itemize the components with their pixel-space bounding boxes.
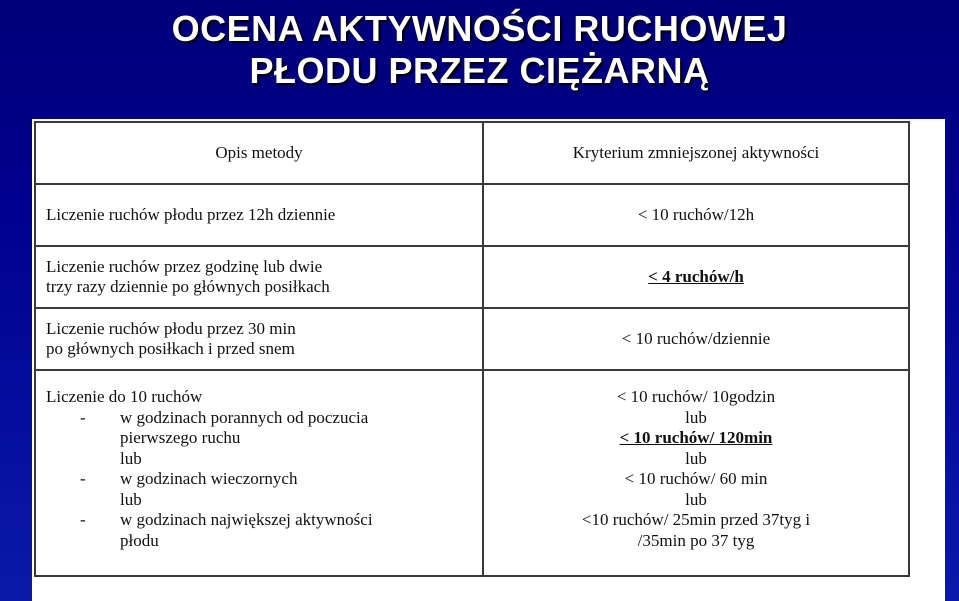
methods-table [34, 121, 910, 577]
slide-title-line1: OCENA AKTYWNOŚCI RUCHOWEJ [171, 8, 788, 49]
criterion-cell: < 10 ruchów/12h [483, 184, 909, 246]
header-criterion: Kryterium zmniejszonej aktywności [483, 122, 909, 184]
method-line: trzy razy dziennie po głównych posiłkach [46, 277, 330, 296]
method-list-continuation: płodu [120, 530, 159, 550]
bullet-dash: - [80, 510, 86, 529]
table-header-row [35, 122, 909, 184]
method-list-item [46, 510, 482, 531]
slide-title [0, 8, 959, 92]
method-line: Liczenie ruchów przez godzinę lub dwie [46, 256, 323, 276]
criterion-line: < 10 ruchów/ 10godzin [616, 387, 776, 406]
method-list-text: w godzinach wieczornych [120, 469, 298, 488]
criterion-or: lub [685, 489, 707, 509]
method-cell [35, 308, 483, 370]
method-line: Liczenie do 10 ruchów [46, 387, 203, 406]
bullet-dash: - [80, 407, 86, 427]
method-list-continuation: pierwszego ruchu [120, 428, 241, 447]
method-list-text: w godzinach porannych od poczucia [120, 407, 369, 427]
table-row [35, 246, 909, 308]
bullet-dash: - [80, 469, 86, 488]
header-method: Opis metody [35, 122, 483, 184]
criterion-cell [483, 246, 909, 308]
method-list-item [46, 408, 482, 429]
criterion-line: < 10 ruchów/ 60 min [624, 469, 768, 488]
criterion-cell [483, 370, 909, 576]
method-or: lub [120, 448, 142, 468]
slide-title-line2: PŁODU PRZEZ CIĘŻARNĄ [249, 50, 710, 91]
criterion-line: <10 ruchów/ 25min przed 37tyg i [581, 510, 811, 529]
criterion-emphasis: < 10 ruchów/ 120min [619, 428, 773, 447]
table-row [35, 184, 909, 246]
criterion-emphasis: < 4 ruchów/h [648, 267, 744, 286]
criterion-line: /35min po 37 tyg [637, 530, 755, 550]
table-row [35, 308, 909, 370]
table-sheet [32, 119, 945, 601]
method-cell: Liczenie ruchów płodu przez 12h dziennie [35, 184, 483, 246]
criterion-or: lub [685, 407, 707, 427]
table-row [35, 370, 909, 576]
criterion-or: lub [685, 448, 707, 468]
method-cell [35, 370, 483, 576]
method-cell [35, 246, 483, 308]
method-list-text: w godzinach największej aktywności [120, 510, 373, 529]
method-or: lub [120, 489, 142, 509]
method-line: Liczenie ruchów płodu przez 30 min [46, 318, 296, 338]
method-list-item [46, 469, 482, 490]
method-line: po głównych posiłkach i przed snem [46, 339, 295, 358]
criterion-cell: < 10 ruchów/dziennie [483, 308, 909, 370]
